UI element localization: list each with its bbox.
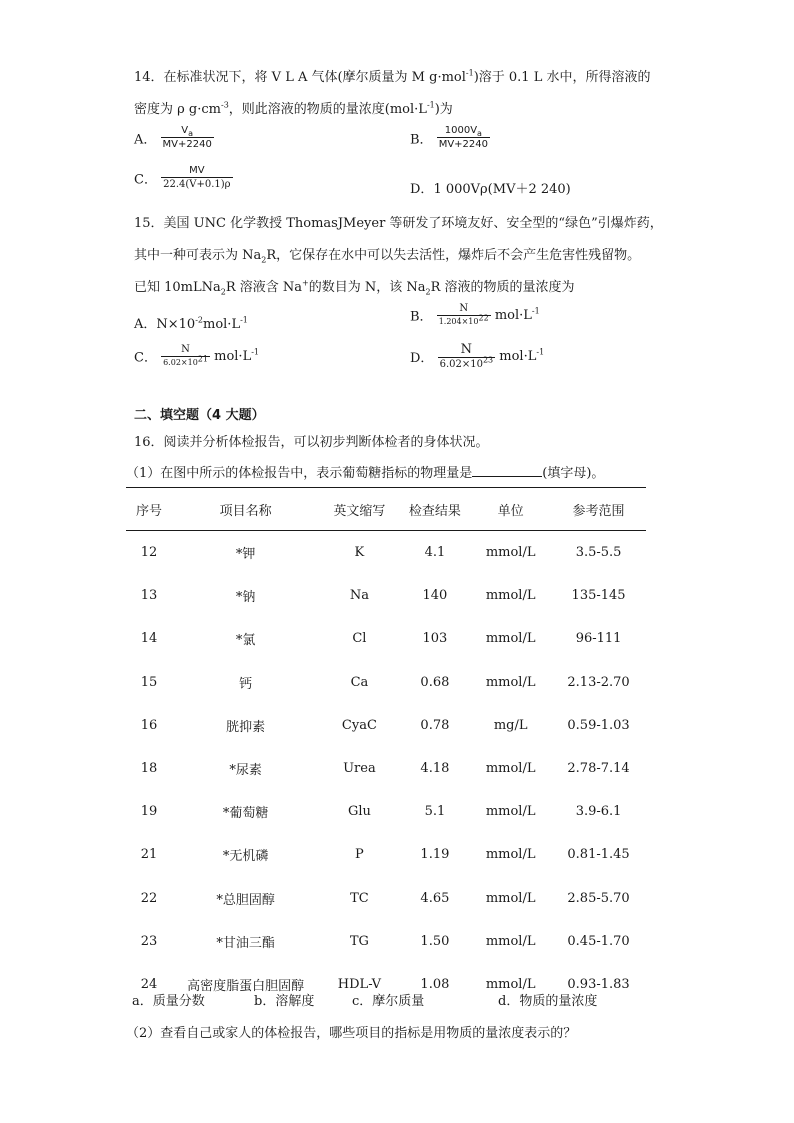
table-cell: 钙	[239, 676, 253, 692]
table-cell: 胱抑素	[226, 719, 266, 735]
q14-option-b-fraction: $\frac{1000V_a}{MV+2240}$	[438, 125, 488, 150]
table-cell: mmol/L	[485, 545, 536, 561]
table-cell: *总胆固醇	[216, 892, 275, 908]
table-cell: 2.13-2.70	[567, 674, 630, 690]
choice-a: a．质量分数	[132, 994, 205, 1009]
q14-line1: 14．在标准状况下，将 V L A 气体(摩尔质量为 M g·mol$^{-1}$)溶于 0.1 L 水中，所得溶液的	[134, 68, 651, 85]
section-heading: 二、填空题（4 大题）	[134, 408, 265, 423]
table-header-row	[126, 488, 646, 531]
q15-option-d-fraction: $\frac{N}{6.02\times 10^{23}}$	[439, 342, 494, 370]
table-cell: 13	[140, 588, 158, 604]
table-cell: *尿素	[229, 763, 262, 779]
answer-blank[interactable]	[472, 464, 542, 477]
table-row	[126, 531, 646, 575]
table-cell: mmol/L	[485, 674, 536, 690]
table-cell: mmol/L	[485, 847, 536, 863]
q14-option-c: C． $\frac{MV}{22.4(V+0.1)\rho}$	[134, 165, 231, 190]
table-cell: HDL-V	[337, 976, 382, 992]
table-cell: Cl	[352, 631, 367, 647]
table-cell: Ca	[350, 674, 369, 690]
table-row	[126, 704, 646, 747]
table-cell: 1.19	[420, 847, 450, 863]
header-cell: 检查结果	[400, 488, 471, 531]
table-cell: mg/L	[493, 717, 528, 733]
table-cell: *钾	[235, 547, 256, 563]
table-cell: 22	[140, 890, 158, 906]
q15-option-a: A．$N\times 10^{-2}mol\cdot L^{-1}$	[134, 315, 248, 332]
table-cell: 16	[140, 717, 158, 733]
table-cell: mmol/L	[485, 631, 536, 647]
table-cell: 23	[140, 933, 158, 949]
table-row	[126, 661, 646, 704]
table-cell: mmol/L	[485, 890, 536, 906]
q14-option-a: A． $\frac{V_a}{MV+2240}$	[134, 125, 212, 150]
q15-line1: 15．美国 UNC 化学教授 ThomasJMeyer 等研发了环境友好、安全型的“绿色”引爆炸药，	[134, 216, 663, 231]
q15-option-c: C． $\frac{N}{6.02\times 10^{21}}$ $mol\cdot L^{-1}$	[134, 344, 259, 367]
table-cell: 15	[140, 674, 158, 690]
q16-choices	[132, 990, 597, 1009]
table-cell: 0.45-1.70	[567, 933, 630, 949]
table-cell: TG	[349, 933, 369, 949]
choice-b: b．溶解度	[254, 994, 315, 1009]
choice-c: c．摩尔质量	[352, 994, 425, 1009]
q14-option-a-fraction: $\frac{V_a}{MV+2240}$	[162, 125, 212, 150]
header-cell: 参考范围	[551, 488, 646, 531]
table-cell: 24	[140, 976, 158, 992]
table-cell: 14	[140, 631, 158, 647]
table-cell: 4.65	[420, 890, 450, 906]
table-cell: 0.68	[420, 674, 450, 690]
table-cell: Na	[349, 588, 369, 604]
q16-sub2: （2）查看自己或家人的体检报告，哪些项目的指标是用物质的量浓度表示的？	[126, 1026, 577, 1041]
table-cell: *氯	[235, 633, 256, 649]
table-cell: 21	[140, 847, 158, 863]
header-cell: 单位	[470, 488, 551, 531]
table-cell: 140	[422, 588, 448, 604]
table-row	[126, 617, 646, 660]
table-cell: 0.81-1.45	[567, 847, 630, 863]
table-cell: *无机磷	[222, 849, 269, 865]
table-cell: 0.78	[420, 717, 450, 733]
table-cell: mmol/L	[485, 588, 536, 604]
table-cell: CyaC	[341, 717, 377, 733]
table-cell: *钠	[235, 590, 256, 606]
q15-option-b: B． $\frac{N}{1.204\times 10^{22}}$ $mol\cdot L^{-1}$	[410, 303, 540, 326]
table-cell: *葡萄糖	[222, 806, 269, 822]
table-cell: 12	[140, 545, 158, 561]
table-row	[126, 747, 646, 790]
table-cell: 4.1	[424, 545, 446, 561]
table-cell: 5.1	[424, 804, 446, 820]
table-cell: mmol/L	[485, 804, 536, 820]
table-cell: 0.59-1.03	[567, 717, 630, 733]
table-row	[126, 877, 646, 920]
q14-option-c-fraction: $\frac{MV}{22.4(V+0.1)\rho}$	[163, 165, 231, 190]
checkup-report-table	[126, 487, 646, 1006]
q15-option-d: D． $\frac{N}{6.02\times 10^{23}}$ $mol\cdot L^{-1}$	[410, 342, 545, 370]
q14-option-b: B． $\frac{1000V_a}{MV+2240}$	[410, 125, 488, 150]
table-cell: 3.5-5.5	[575, 545, 622, 561]
table-cell: mmol/L	[485, 761, 536, 777]
table-cell: 135-145	[571, 588, 626, 604]
table-cell: 1.50	[420, 933, 450, 949]
q15-option-c-fraction: $\frac{N}{6.02\times 10^{21}}$	[163, 344, 208, 367]
table-cell: 3.9-6.1	[575, 804, 622, 820]
table-cell: 19	[140, 804, 158, 820]
table-cell: *甘油三酯	[216, 935, 275, 951]
choice-d: d．物质的量浓度	[498, 994, 598, 1009]
table-cell: 2.78-7.14	[567, 761, 630, 777]
table-cell: Glu	[347, 804, 371, 820]
table-cell: 高密度脂蛋白胆固醇	[187, 978, 305, 994]
table-cell: TC	[350, 890, 369, 906]
q16-sub1: （1）在图中所示的体检报告中，表示葡萄糖指标的物理量是 (填字母)。	[126, 466, 605, 481]
table-cell: 103	[422, 631, 448, 647]
table-cell: 2.85-5.70	[567, 890, 630, 906]
q15-option-b-fraction: $\frac{N}{1.204\times 10^{22}}$	[438, 303, 489, 326]
q15-line2: 其中一种可表示为 $Na_2R$，它保存在水中可以失去活性，爆炸后不会产生危害性残留物。	[134, 248, 641, 265]
table-cell: Urea	[343, 761, 376, 777]
header-cell: 序号	[126, 488, 172, 531]
header-cell: 项目名称	[172, 488, 319, 531]
table-cell: mmol/L	[485, 933, 536, 949]
table-cell: K	[354, 545, 365, 561]
table-row	[126, 574, 646, 617]
table-cell: mmol/L	[485, 976, 536, 992]
q15-line3: 已知 10mLNa$_2$R 溶液含 Na+的数目为 N，该 $Na_2R$ 溶液的物质的量浓度为	[134, 278, 575, 297]
table-cell: 1.08	[420, 976, 450, 992]
table-body	[126, 531, 646, 1007]
table-cell: 0.93-1.83	[567, 976, 630, 992]
table-cell: P	[355, 847, 364, 863]
table-row	[126, 833, 646, 876]
table-row	[126, 790, 646, 833]
q14-line2: 密度为 ρ $g\cdot cm^{-3}$，则此溶液的物质的量浓度$(mol\cdot L^{-1})$为	[134, 100, 453, 117]
header-cell: 英文缩写	[319, 488, 399, 531]
q16-intro: 16．阅读并分析体检报告，可以初步判断体检者的身体状况。	[134, 435, 489, 450]
q14-option-d: D．1 000Vρ(MV＋2 240)	[410, 182, 571, 197]
table-cell: 96-111	[575, 631, 622, 647]
table-row	[126, 920, 646, 963]
table-cell: 4.18	[420, 761, 450, 777]
table-cell: 18	[140, 761, 158, 777]
